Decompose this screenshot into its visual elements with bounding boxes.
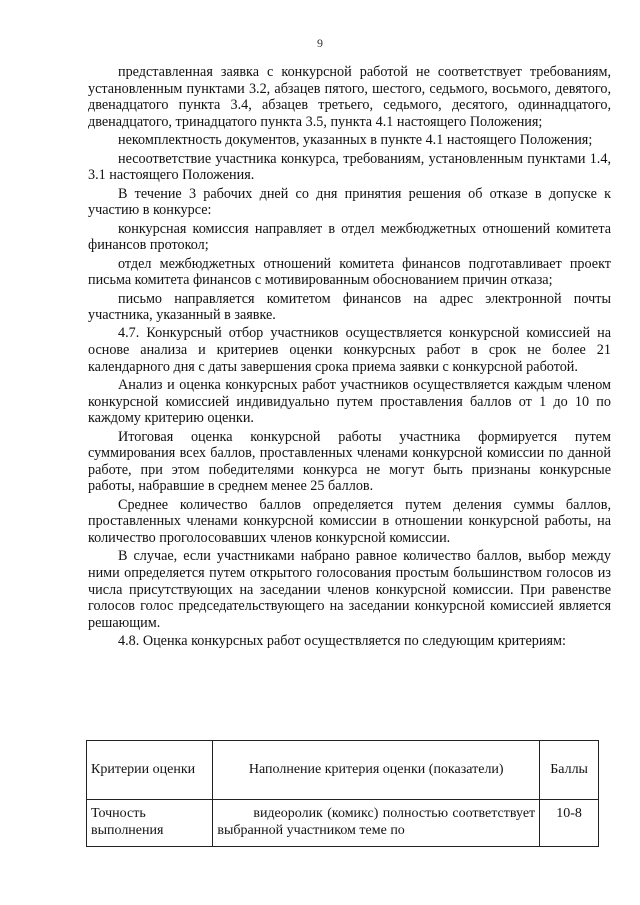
paragraph: письмо направляется комитетом финансов на адрес электронной почты участника, указанный в заявке. [88, 290, 611, 324]
header-score: Баллы [540, 741, 599, 800]
page-number: 9 [317, 36, 323, 50]
paragraph: представленная заявка с конкурсной работой не соответствует требованиям, установленным пунктами 3.2, абзацев пятого, шестого, седьмого, восьмого, девятого, двенадцатого пункта 3.4, абзацев третьего, седьмого, десятого, одиннадцатого, двенадцатого, тринадцатого пункта 3.5, пункта 4.1 настоящего Положения; [88, 64, 611, 130]
criteria-table [86, 740, 599, 847]
table-header-row [87, 741, 599, 800]
paragraph: 4.7. Конкурсный отбор участников осуществляется конкурсной комиссией на основе анализа и критериев оценки конкурсных работ в срок не более 21 календарного дня с даты завершения срока приема заявки с конкурсной работой. [88, 325, 611, 375]
header-fill: Наполнение критерия оценки (показатели) [213, 741, 540, 800]
document-body [88, 64, 611, 652]
paragraph: 4.8. Оценка конкурсных работ осуществляется по следующим критериям: [118, 633, 566, 650]
paragraph: конкурсная комиссия направляет в отдел межбюджетных отношений комитета финансов протокол; [88, 220, 611, 254]
paragraph: Среднее количество баллов определяется путем деления суммы баллов, проставленных членами конкурсной комиссии в отношении конкурсной работы, на количество проголосовавших членов конкурсной комиссии. [88, 496, 611, 546]
paragraph: отдел межбюджетных отношений комитета финансов подготавливает проект письма комитета финансов с мотивированным обоснованием причин отказа; [88, 255, 611, 289]
criterion-cell: Точность выполнения [87, 800, 213, 847]
score-cell: 10-8 [540, 800, 599, 847]
paragraph: В случае, если участниками набрано равное количество баллов, выбор между ними определяется путем открытого голосования простым большинством голосов из числа присутствующих на заседании членов конкурсной комиссии. При равенстве голосов голос председательствующего на заседании конкурсной комиссией является решающим. [88, 548, 611, 631]
paragraph: несоответствие участника конкурса, требованиям, установленным пунктами 1.4, 3.1 настоящего Положения. [88, 150, 611, 184]
fill-cell: видеоролик (комикс) полностью соответствует выбранной участником теме по [213, 800, 540, 847]
header-criteria: Критерии оценки [87, 741, 213, 800]
table-row [87, 800, 599, 847]
paragraph: некомплектность документов, указанных в пункте 4.1 настоящего Положения; [118, 132, 593, 149]
paragraph: Итоговая оценка конкурсной работы участника формируется путем суммирования всех баллов, проставленных членами конкурсной комиссии по данной работе, при этом победителями конкурса не могут быть признаны конкурсные работы, набравшие в среднем менее 25 баллов. [88, 428, 611, 495]
paragraph: В течение 3 рабочих дней со дня принятия решения об отказе в допуске к участию в конкурсе: [88, 185, 611, 219]
paragraph: Анализ и оценка конкурсных работ участников осуществляется каждым членом конкурсной комиссией индивидуально путем проставления баллов от 1 до 10 по каждому критерию оценки. [88, 377, 611, 427]
